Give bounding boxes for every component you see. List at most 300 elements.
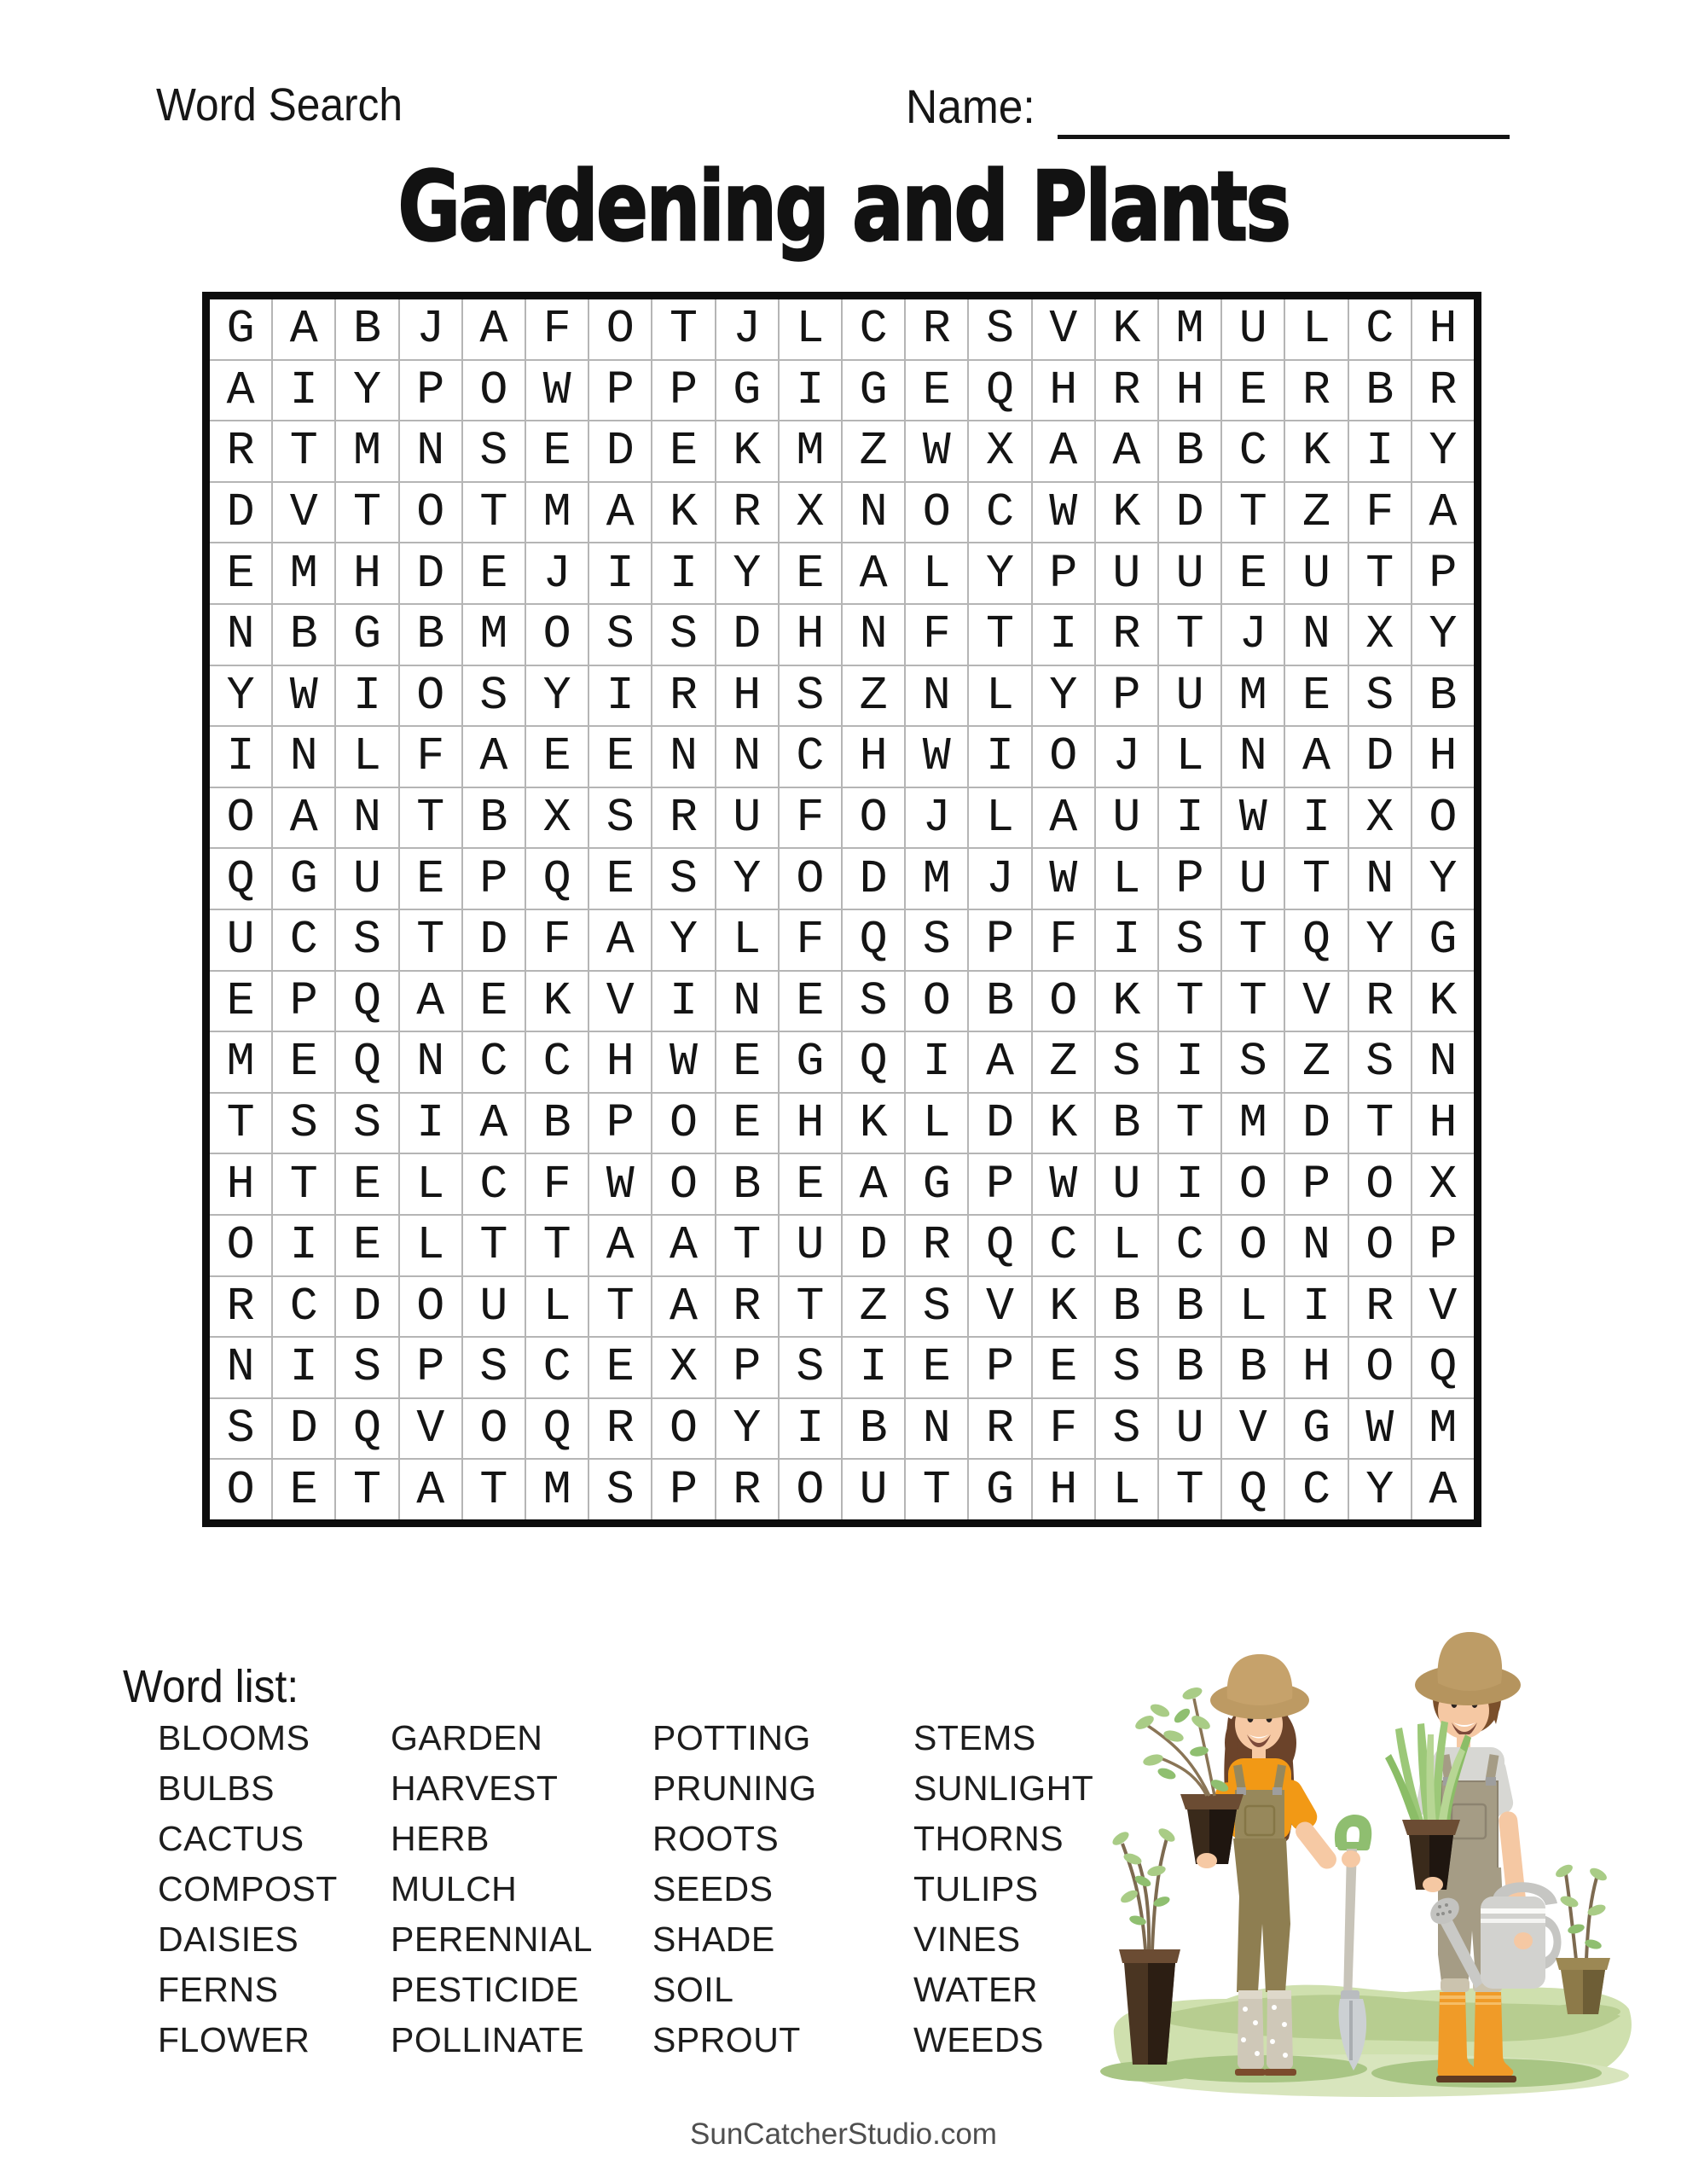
grid-cell: L [1096, 849, 1157, 909]
grid-cell: O [906, 972, 967, 1031]
grid-cell: X [1349, 788, 1411, 848]
grid-cell: I [1033, 605, 1094, 665]
name-blank-line [1058, 135, 1510, 139]
worksheet-type-text: Word Search [156, 79, 403, 131]
grid-cell: O [1412, 788, 1474, 848]
word-list-item: ROOTS [652, 1819, 780, 1858]
grid-cell: H [589, 1032, 651, 1092]
grid-cell: B [1159, 1277, 1220, 1337]
grid-cell: L [400, 1154, 461, 1214]
grid-cell: K [1412, 972, 1474, 1031]
grid-cell: Q [843, 910, 904, 970]
grid-cell: G [1285, 1399, 1347, 1459]
word-list-item: STEMS [913, 1718, 1036, 1757]
grid-cell: L [1096, 1460, 1157, 1519]
grid-cell: A [589, 910, 651, 970]
grid-cell: H [780, 1094, 841, 1153]
word-list-item: COMPOST [158, 1869, 338, 1908]
grid-cell: A [463, 1094, 525, 1153]
page-title: Gardening and Plants [397, 152, 1290, 263]
grid-cell: D [969, 1094, 1030, 1153]
grid-cell: C [463, 1154, 525, 1214]
grid-cell: T [1349, 1094, 1411, 1153]
grid-cell: A [1412, 1460, 1474, 1519]
grid-cell: O [906, 483, 967, 543]
grid-cell: U [1159, 1399, 1220, 1459]
grid-cell: M [1159, 299, 1220, 359]
word-list-item: TULIPS [913, 1869, 1039, 1908]
grid-cell: T [336, 1460, 397, 1519]
grid-cell: Q [526, 849, 588, 909]
grid-cell: N [400, 1032, 461, 1092]
grid-cell: P [1159, 849, 1220, 909]
grid-cell: B [400, 605, 461, 665]
grid-cell: F [400, 727, 461, 787]
grid-cell: U [843, 1460, 904, 1519]
grid-cell: E [1285, 666, 1347, 726]
grid-cell: B [1349, 361, 1411, 421]
grid-cell: E [780, 543, 841, 603]
grid-cell: O [589, 299, 651, 359]
grid-cell: B [1096, 1277, 1157, 1337]
word-list-item: BULBS [158, 1769, 275, 1808]
grid-cell: O [652, 1154, 714, 1214]
grid-cell: I [780, 361, 841, 421]
grid-cell: M [336, 421, 397, 481]
grid-cell: L [716, 910, 778, 970]
grid-cell: F [1033, 910, 1094, 970]
grid-cell: T [336, 483, 397, 543]
grid-cell: P [463, 849, 525, 909]
grid-cell: Q [526, 1399, 588, 1459]
word-list-item: MULCH [391, 1869, 518, 1908]
grid-cell: U [1096, 788, 1157, 848]
grid-cell: K [1096, 299, 1157, 359]
grid-cell: O [526, 605, 588, 665]
grid-cell: C [1349, 299, 1411, 359]
grid-cell: P [589, 1094, 651, 1153]
grid-cell: I [1096, 910, 1157, 970]
grid-cell: U [1285, 543, 1347, 603]
grid-cell: F [780, 910, 841, 970]
grid-cell: X [1412, 1154, 1474, 1214]
word-list-item: PESTICIDE [391, 1970, 579, 2009]
gardeners-illustration [1099, 1615, 1687, 2110]
grid-cell: J [526, 543, 588, 603]
grid-cell: K [526, 972, 588, 1031]
grid-cell: W [652, 1032, 714, 1092]
grid-cell: M [780, 421, 841, 481]
grid-cell: L [336, 727, 397, 787]
grid-cell: H [210, 1154, 271, 1214]
grid-cell: Q [336, 1032, 397, 1092]
grid-cell: U [1159, 543, 1220, 603]
grid-cell: T [273, 1154, 334, 1214]
grid-cell: N [652, 727, 714, 787]
grid-cell: A [1033, 421, 1094, 481]
grid-cell: S [1349, 1032, 1411, 1092]
grid-cell: O [780, 1460, 841, 1519]
grid-cell: E [400, 849, 461, 909]
grid-cell: G [780, 1032, 841, 1092]
grid-cell: G [336, 605, 397, 665]
grid-cell: D [716, 605, 778, 665]
word-list-item: HERB [391, 1819, 490, 1858]
grid-cell: S [652, 849, 714, 909]
grid-cell: V [400, 1399, 461, 1459]
grid-cell: F [526, 1154, 588, 1214]
grid-cell: A [273, 299, 334, 359]
grid-cell: P [400, 361, 461, 421]
word-list-item: SHADE [652, 1920, 775, 1959]
grid-cell: N [1222, 727, 1284, 787]
grid-cell: I [336, 666, 397, 726]
grid-cell: O [652, 1399, 714, 1459]
word-list-item: GARDEN [391, 1718, 543, 1757]
word-list-item: WEEDS [913, 2020, 1044, 2059]
grid-cell: H [716, 666, 778, 726]
grid-cell: O [1033, 727, 1094, 787]
grid-cell: B [463, 788, 525, 848]
grid-cell: R [652, 666, 714, 726]
grid-cell: Q [969, 361, 1030, 421]
word-list-heading [123, 1660, 314, 1713]
grid-cell: I [969, 727, 1030, 787]
grid-cell: I [1285, 788, 1347, 848]
grid-cell: T [210, 1094, 271, 1153]
grid-cell: G [1412, 910, 1474, 970]
grid-cell: L [400, 1216, 461, 1275]
grid-cell: S [1096, 1338, 1157, 1397]
grid-cell: P [716, 1338, 778, 1397]
word-list-columns [158, 1713, 1169, 2065]
grid-cell: H [843, 727, 904, 787]
grid-cell: B [1222, 1338, 1284, 1397]
grid-cell: S [336, 910, 397, 970]
grid-cell: R [1285, 361, 1347, 421]
grid-cell: T [906, 1460, 967, 1519]
grid-cell: Y [1033, 666, 1094, 726]
grid-cell: L [1159, 727, 1220, 787]
word-list-item: POLLINATE [391, 2020, 585, 2059]
grid-cell: E [336, 1216, 397, 1275]
grid-cell: N [400, 421, 461, 481]
grid-cell: M [1412, 1399, 1474, 1459]
grid-cell: E [589, 849, 651, 909]
grid-cell: A [463, 727, 525, 787]
word-list-item: DAISIES [158, 1920, 299, 1959]
grid-cell: K [1285, 421, 1347, 481]
grid-cell: C [526, 1032, 588, 1092]
grid-cell: C [1033, 1216, 1094, 1275]
grid-cell: P [400, 1338, 461, 1397]
grid-cell: A [1285, 727, 1347, 787]
grid-cell: N [210, 1338, 271, 1397]
grid-cell: V [969, 1277, 1030, 1337]
grid-cell: T [589, 1277, 651, 1337]
grid-cell: G [210, 299, 271, 359]
name-label-text: Name: [906, 79, 1035, 133]
grid-cell: Y [1349, 910, 1411, 970]
grid-cell: O [1349, 1338, 1411, 1397]
grid-cell: K [843, 1094, 904, 1153]
grid-cell: J [716, 299, 778, 359]
grid-cell: X [969, 421, 1030, 481]
grid-cell: T [1159, 1460, 1220, 1519]
grid-cell: X [1349, 605, 1411, 665]
grid-cell: O [400, 1277, 461, 1337]
grid-cell: B [1159, 1338, 1220, 1397]
grid-cell: V [1285, 972, 1347, 1031]
grid-cell: O [1349, 1154, 1411, 1214]
grid-cell: A [589, 483, 651, 543]
grid-cell: S [589, 1460, 651, 1519]
grid-cell: E [273, 1032, 334, 1092]
grid-cell: H [1285, 1338, 1347, 1397]
grid-cell: T [463, 1216, 525, 1275]
grid-cell: E [210, 972, 271, 1031]
grid-cell: Y [652, 910, 714, 970]
grid-cell: J [1096, 727, 1157, 787]
grid-cell: F [526, 299, 588, 359]
grid-cell: O [400, 666, 461, 726]
grid-cell: R [652, 788, 714, 848]
grid-cell: P [969, 1338, 1030, 1397]
grid-cell: D [843, 1216, 904, 1275]
grid-cell: P [1285, 1154, 1347, 1214]
grid-cell: B [1159, 421, 1220, 481]
grid-cell: D [210, 483, 271, 543]
grid-cell: N [716, 972, 778, 1031]
grid-cell: W [1033, 483, 1094, 543]
grid-cell: A [400, 1460, 461, 1519]
word-list-column [391, 1713, 652, 2065]
grid-cell: R [716, 1460, 778, 1519]
grid-cell: T [1159, 605, 1220, 665]
grid-cell: E [589, 1338, 651, 1397]
grid-cell: D [1159, 483, 1220, 543]
grid-cell: R [589, 1399, 651, 1459]
grid-cell: G [843, 361, 904, 421]
grid-cell: N [906, 1399, 967, 1459]
grid-cell: N [1285, 605, 1347, 665]
grid-cell: Y [210, 666, 271, 726]
grid-cell: S [906, 1277, 967, 1337]
grid-cell: M [526, 1460, 588, 1519]
grid-cell: H [1033, 361, 1094, 421]
word-list-item: POTTING [652, 1718, 811, 1757]
grid-cell: U [1096, 1154, 1157, 1214]
grid-cell: O [210, 788, 271, 848]
grid-cell: N [1285, 1216, 1347, 1275]
grid-cell: Q [210, 849, 271, 909]
grid-cell: K [1096, 972, 1157, 1031]
grid-cell: A [1412, 483, 1474, 543]
grid-cell: A [969, 1032, 1030, 1092]
word-list-item: SOIL [652, 1970, 734, 2009]
grid-cell: Q [336, 972, 397, 1031]
grid-cell: T [1285, 849, 1347, 909]
word-list-heading-text: Word list: [123, 1661, 299, 1712]
grid-cell: B [526, 1094, 588, 1153]
grid-cell: M [463, 605, 525, 665]
grid-cell: S [843, 972, 904, 1031]
grid-cell: U [716, 788, 778, 848]
word-list-item: PRUNING [652, 1769, 817, 1808]
grid-cell: N [336, 788, 397, 848]
grid-cell: Q [1412, 1338, 1474, 1397]
word-list-item: CACTUS [158, 1819, 304, 1858]
word-list-item: PERENNIAL [391, 1920, 593, 1959]
grid-cell: E [336, 1154, 397, 1214]
grid-cell: A [652, 1277, 714, 1337]
grid-cell: B [273, 605, 334, 665]
grid-cell: R [1412, 361, 1474, 421]
grid-cell: C [463, 1032, 525, 1092]
grid-cell: A [273, 788, 334, 848]
grid-cell: T [400, 910, 461, 970]
grid-cell: O [1222, 1154, 1284, 1214]
grid-cell: W [906, 421, 967, 481]
grid-cell: U [463, 1277, 525, 1337]
grid-cell: B [716, 1154, 778, 1214]
grid-cell: Z [843, 1277, 904, 1337]
grid-cell: P [652, 1460, 714, 1519]
grid-cell: I [273, 361, 334, 421]
grid-cell: R [1349, 972, 1411, 1031]
grid-cell: V [589, 972, 651, 1031]
grid-cell: T [273, 421, 334, 481]
grid-cell: U [1222, 849, 1284, 909]
grid-cell: M [906, 849, 967, 909]
grid-cell: I [273, 1216, 334, 1275]
grid-cell: U [1096, 543, 1157, 603]
grid-cell: G [273, 849, 334, 909]
grid-cell: V [273, 483, 334, 543]
grid-cell: T [969, 605, 1030, 665]
grid-cell: Z [843, 666, 904, 726]
grid-cell: C [273, 1277, 334, 1337]
grid-cell: A [652, 1216, 714, 1275]
grid-cell: H [1412, 1094, 1474, 1153]
grid-cell: U [336, 849, 397, 909]
grid-cell: S [463, 666, 525, 726]
grid-cell: O [1033, 972, 1094, 1031]
grid-cell: G [906, 1154, 967, 1214]
grid-cell: E [652, 421, 714, 481]
grid-cell: T [716, 1216, 778, 1275]
grid-cell: V [1412, 1277, 1474, 1337]
grid-cell: N [906, 666, 967, 726]
grid-cell: A [1096, 421, 1157, 481]
grid-cell: O [210, 1216, 271, 1275]
grid-cell: H [1033, 1460, 1094, 1519]
grid-cell: Y [1349, 1460, 1411, 1519]
grid-cell: S [463, 421, 525, 481]
grid-cell: B [843, 1399, 904, 1459]
grid-cell: W [1222, 788, 1284, 848]
grid-cell: S [336, 1094, 397, 1153]
word-list-item: HARVEST [391, 1769, 559, 1808]
grid-cell: I [1159, 788, 1220, 848]
grid-cell: Z [1033, 1032, 1094, 1092]
grid-cell: L [1285, 299, 1347, 359]
grid-cell: Y [336, 361, 397, 421]
grid-cell: N [843, 483, 904, 543]
grid-cell: E [1222, 361, 1284, 421]
grid-cell: Q [336, 1399, 397, 1459]
grid-cell: L [906, 543, 967, 603]
word-list-item: SEEDS [652, 1869, 774, 1908]
worksheet-type-label [156, 78, 424, 131]
grid-cell: A [463, 299, 525, 359]
grid-cell: C [780, 727, 841, 787]
grid-cell: S [969, 299, 1030, 359]
grid-cell: K [1096, 483, 1157, 543]
grid-cell: I [273, 1338, 334, 1397]
grid-cell: H [336, 543, 397, 603]
grid-cell: I [1159, 1154, 1220, 1214]
grid-cell: E [1033, 1338, 1094, 1397]
grid-cell: E [463, 543, 525, 603]
grid-cell: P [1412, 543, 1474, 603]
grid-cell: O [780, 849, 841, 909]
grid-cell: F [780, 788, 841, 848]
grid-cell: N [1349, 849, 1411, 909]
grid-cell: F [526, 910, 588, 970]
grid-cell: S [652, 605, 714, 665]
word-search-grid [202, 292, 1481, 1527]
word-list-item: SUNLIGHT [913, 1769, 1094, 1808]
grid-cell: T [1159, 1094, 1220, 1153]
grid-cell: L [780, 299, 841, 359]
grid-cell: E [526, 421, 588, 481]
grid-cell: C [1159, 1216, 1220, 1275]
grid-cell: J [400, 299, 461, 359]
grid-cell: Z [843, 421, 904, 481]
grid-cell: T [526, 1216, 588, 1275]
word-list-item: THORNS [913, 1819, 1064, 1858]
grid-cell: I [1349, 421, 1411, 481]
grid-cell: E [906, 1338, 967, 1397]
grid-cell: H [1159, 361, 1220, 421]
grid-cell: Y [526, 666, 588, 726]
grid-cell: I [589, 543, 651, 603]
grid-cell: R [716, 1277, 778, 1337]
grid-cell: B [336, 299, 397, 359]
grid-cell: T [463, 483, 525, 543]
grid-cell: N [716, 727, 778, 787]
grid-cell: E [463, 972, 525, 1031]
grid-cell: L [969, 666, 1030, 726]
grid-cell: S [589, 605, 651, 665]
grid-cell: Q [1285, 910, 1347, 970]
grid-cell: Z [1285, 1032, 1347, 1092]
grid-cell: C [1285, 1460, 1347, 1519]
grid-cell: Y [716, 543, 778, 603]
grid-cell: T [463, 1460, 525, 1519]
grid-cell: N [1412, 1032, 1474, 1092]
grid-cell: O [400, 483, 461, 543]
grid-cell: H [1412, 299, 1474, 359]
grid-cell: S [1349, 666, 1411, 726]
grid-cell: Z [1285, 483, 1347, 543]
grid-cell: S [1096, 1032, 1157, 1092]
footer-website: SunCatcherStudio.com [690, 2117, 997, 2151]
grid-cell: O [1222, 1216, 1284, 1275]
grid-cell: D [463, 910, 525, 970]
grid-cell: I [210, 727, 271, 787]
